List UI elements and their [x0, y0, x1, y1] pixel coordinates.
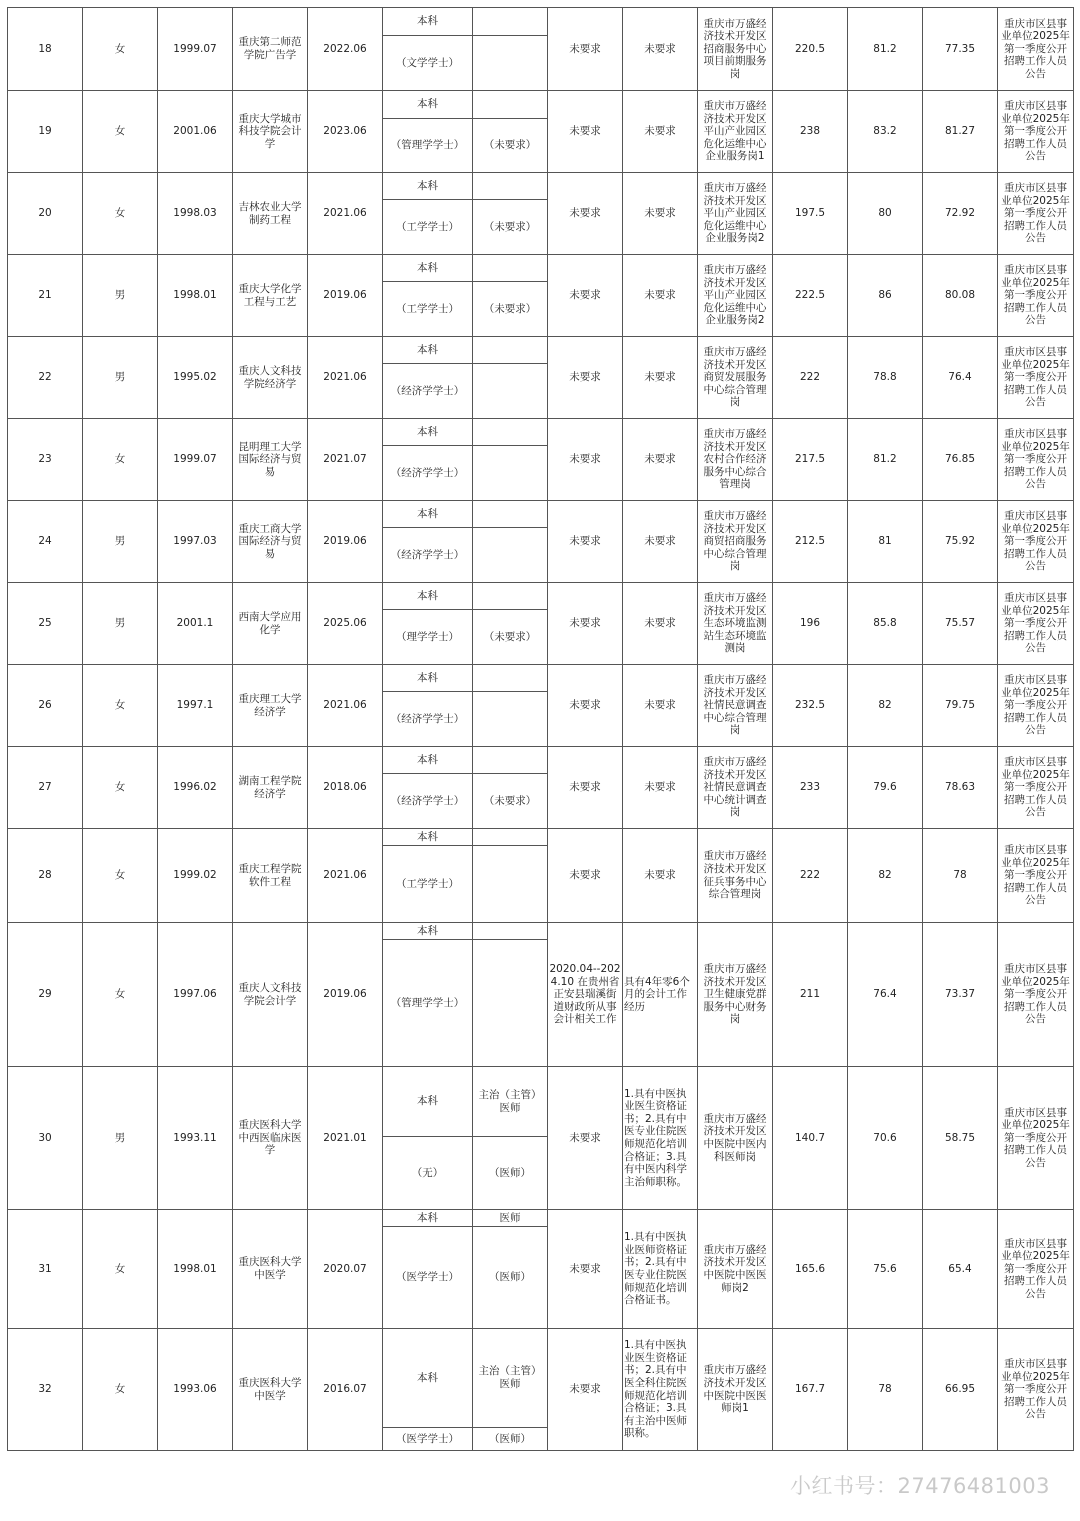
cell-gender: 女: [83, 747, 158, 829]
cell-written-score: 222: [773, 829, 848, 923]
cell-experience-requirement: 1.具有中医执业医生资格证书；2.具有中医专业住院医师规范化培训合格证；3.具有中医内科学主治师职称。: [623, 1067, 698, 1210]
cell-title-requirement: （医师）: [473, 1227, 548, 1329]
cell-gender: 男: [83, 501, 158, 583]
cell-title: [473, 8, 548, 36]
cell-interview-score: 83.2: [848, 91, 923, 173]
cell-graduation-date: 2019.06: [308, 255, 383, 337]
cell-title-requirement: （未要求）: [473, 200, 548, 255]
cell-position: 重庆市万盛经济技术开发区商贸招商服务中心综合管理岗: [698, 501, 773, 583]
cell-education: 本科: [383, 1067, 473, 1137]
cell-title: [473, 173, 548, 200]
cell-experience-requirement: 未要求: [623, 583, 698, 665]
cell-number: 18: [8, 8, 83, 91]
cell-total-score: 76.85: [923, 419, 998, 501]
cell-experience-requirement: 未要求: [623, 829, 698, 923]
cell-school-major: 重庆医科大学中医学: [233, 1210, 308, 1329]
cell-written-score: 165.6: [773, 1210, 848, 1329]
cell-birth-date: 1995.02: [158, 337, 233, 419]
cell-gender: 男: [83, 255, 158, 337]
cell-work-experience: 未要求: [548, 665, 623, 747]
cell-source: 重庆市区县事业单位2025年第一季度公开招聘工作人员公告: [998, 91, 1074, 173]
cell-degree: （经济学学士）: [383, 446, 473, 501]
cell-graduation-date: 2021.06: [308, 829, 383, 923]
cell-interview-score: 80: [848, 173, 923, 255]
cell-title-requirement: [473, 528, 548, 583]
cell-total-score: 75.57: [923, 583, 998, 665]
cell-total-score: 75.92: [923, 501, 998, 583]
cell-education: 本科: [383, 665, 473, 692]
cell-title: [473, 255, 548, 282]
cell-title: [473, 583, 548, 610]
cell-experience-requirement: 1.具有中医执业医师资格证书；2.具有中医专业住院医师规范化培训合格证书。: [623, 1210, 698, 1329]
cell-birth-date: 1998.01: [158, 1210, 233, 1329]
cell-education: 本科: [383, 419, 473, 446]
table-row: [8, 8, 1074, 36]
cell-degree: （理学学士）: [383, 610, 473, 665]
cell-title: 医师: [473, 1210, 548, 1227]
cell-position: 重庆市万盛经济技术开发区商贸发展服务中心综合管理岗: [698, 337, 773, 419]
cell-school-major: 重庆理工大学经济学: [233, 665, 308, 747]
cell-work-experience: 未要求: [548, 747, 623, 829]
cell-number: 27: [8, 747, 83, 829]
cell-graduation-date: 2021.06: [308, 173, 383, 255]
cell-title: [473, 923, 548, 940]
cell-gender: 女: [83, 91, 158, 173]
cell-title-requirement: [473, 36, 548, 91]
cell-title-requirement: （未要求）: [473, 774, 548, 829]
cell-number: 24: [8, 501, 83, 583]
cell-experience-requirement: 未要求: [623, 8, 698, 91]
cell-interview-score: 70.6: [848, 1067, 923, 1210]
cell-degree: （医学学士）: [383, 1428, 473, 1451]
cell-birth-date: 2001.1: [158, 583, 233, 665]
cell-interview-score: 86: [848, 255, 923, 337]
cell-school-major: 重庆第二师范学院广告学: [233, 8, 308, 91]
cell-written-score: 212.5: [773, 501, 848, 583]
cell-experience-requirement: 未要求: [623, 419, 698, 501]
cell-degree: （无）: [383, 1137, 473, 1210]
cell-birth-date: 1999.07: [158, 419, 233, 501]
cell-degree: （经济学学士）: [383, 692, 473, 747]
cell-title: [473, 747, 548, 774]
cell-work-experience: 未要求: [548, 1210, 623, 1329]
cell-position: 重庆市万盛经济技术开发区社情民意调查中心统计调查岗: [698, 747, 773, 829]
cell-work-experience: 未要求: [548, 1329, 623, 1451]
cell-source: 重庆市区县事业单位2025年第一季度公开招聘工作人员公告: [998, 747, 1074, 829]
cell-written-score: 167.7: [773, 1329, 848, 1451]
cell-birth-date: 1997.03: [158, 501, 233, 583]
cell-work-experience: 未要求: [548, 8, 623, 91]
cell-gender: 女: [83, 1329, 158, 1451]
cell-gender: 男: [83, 583, 158, 665]
cell-graduation-date: 2023.06: [308, 91, 383, 173]
cell-degree: （经济学学士）: [383, 364, 473, 419]
cell-graduation-date: 2021.06: [308, 665, 383, 747]
cell-total-score: 72.92: [923, 173, 998, 255]
cell-title: [473, 91, 548, 119]
cell-total-score: 78.63: [923, 747, 998, 829]
table-row: [8, 91, 1074, 119]
cell-school-major: 重庆医科大学中医学: [233, 1329, 308, 1451]
cell-experience-requirement: 1.具有中医执业医生资格证书；2.具有中医全科住院医师规范化培训合格证；3.具有主治中医师职称。: [623, 1329, 698, 1451]
cell-position: 重庆市万盛经济技术开发区卫生健康党群服务中心财务岗: [698, 923, 773, 1067]
cell-education: 本科: [383, 583, 473, 610]
cell-written-score: 196: [773, 583, 848, 665]
cell-source: 重庆市区县事业单位2025年第一季度公开招聘工作人员公告: [998, 255, 1074, 337]
cell-source: 重庆市区县事业单位2025年第一季度公开招聘工作人员公告: [998, 923, 1074, 1067]
cell-position: 重庆市万盛经济技术开发区征兵事务中心综合管理岗: [698, 829, 773, 923]
cell-work-experience: 未要求: [548, 255, 623, 337]
cell-interview-score: 79.6: [848, 747, 923, 829]
cell-graduation-date: 2021.06: [308, 337, 383, 419]
cell-number: 26: [8, 665, 83, 747]
table-row: [8, 1210, 1074, 1227]
cell-work-experience: 2020.04--2024.10 在贵州省正安县瑞溪街道财政所从事会计相关工作: [548, 923, 623, 1067]
cell-position: 重庆市万盛经济技术开发区农村合作经济服务中心综合管理岗: [698, 419, 773, 501]
cell-interview-score: 76.4: [848, 923, 923, 1067]
cell-work-experience: 未要求: [548, 501, 623, 583]
cell-degree: （文学学士）: [383, 36, 473, 91]
cell-school-major: 昆明理工大学国际经济与贸易: [233, 419, 308, 501]
cell-interview-score: 81.2: [848, 419, 923, 501]
cell-position: 重庆市万盛经济技术开发区招商服务中心项目前期服务岗: [698, 8, 773, 91]
cell-position: 重庆市万盛经济技术开发区平山产业园区危化运维中心企业服务岗2: [698, 173, 773, 255]
cell-title-requirement: （未要求）: [473, 282, 548, 337]
cell-school-major: 重庆工程学院软件工程: [233, 829, 308, 923]
cell-education: 本科: [383, 91, 473, 119]
cell-school-major: 西南大学应用化学: [233, 583, 308, 665]
cell-work-experience: 未要求: [548, 829, 623, 923]
cell-written-score: 238: [773, 91, 848, 173]
cell-education: 本科: [383, 173, 473, 200]
cell-school-major: 重庆大学化学工程与工艺: [233, 255, 308, 337]
cell-interview-score: 78.8: [848, 337, 923, 419]
cell-gender: 男: [83, 337, 158, 419]
cell-total-score: 66.95: [923, 1329, 998, 1451]
cell-gender: 女: [83, 173, 158, 255]
cell-experience-requirement: 未要求: [623, 747, 698, 829]
cell-number: 21: [8, 255, 83, 337]
cell-degree: （工学学士）: [383, 200, 473, 255]
cell-work-experience: 未要求: [548, 91, 623, 173]
table-row: [8, 583, 1074, 610]
cell-title: [473, 337, 548, 364]
watermark: 小红书号：27476481003: [790, 1474, 1050, 1498]
cell-graduation-date: 2021.07: [308, 419, 383, 501]
cell-gender: 女: [83, 419, 158, 501]
cell-experience-requirement: 未要求: [623, 255, 698, 337]
table-row: [8, 501, 1074, 528]
cell-degree: （经济学学士）: [383, 528, 473, 583]
cell-interview-score: 75.6: [848, 1210, 923, 1329]
cell-total-score: 73.37: [923, 923, 998, 1067]
cell-birth-date: 1999.02: [158, 829, 233, 923]
cell-experience-requirement: 未要求: [623, 337, 698, 419]
cell-total-score: 58.75: [923, 1067, 998, 1210]
cell-work-experience: 未要求: [548, 337, 623, 419]
cell-source: 重庆市区县事业单位2025年第一季度公开招聘工作人员公告: [998, 8, 1074, 91]
cell-number: 20: [8, 173, 83, 255]
cell-number: 32: [8, 1329, 83, 1451]
cell-gender: 女: [83, 923, 158, 1067]
cell-birth-date: 2001.06: [158, 91, 233, 173]
cell-written-score: 232.5: [773, 665, 848, 747]
cell-title: [473, 501, 548, 528]
cell-gender: 女: [83, 829, 158, 923]
cell-title-requirement: [473, 692, 548, 747]
cell-experience-requirement: 未要求: [623, 91, 698, 173]
cell-school-major: 吉林农业大学制药工程: [233, 173, 308, 255]
cell-number: 30: [8, 1067, 83, 1210]
cell-source: 重庆市区县事业单位2025年第一季度公开招聘工作人员公告: [998, 337, 1074, 419]
cell-title-requirement: [473, 364, 548, 419]
cell-source: 重庆市区县事业单位2025年第一季度公开招聘工作人员公告: [998, 1067, 1074, 1210]
cell-birth-date: 1993.11: [158, 1067, 233, 1210]
table-row: [8, 1329, 1074, 1428]
table-row: [8, 1067, 1074, 1137]
cell-interview-score: 82: [848, 829, 923, 923]
cell-source: 重庆市区县事业单位2025年第一季度公开招聘工作人员公告: [998, 419, 1074, 501]
cell-number: 28: [8, 829, 83, 923]
cell-birth-date: 1997.1: [158, 665, 233, 747]
cell-experience-requirement: 未要求: [623, 501, 698, 583]
cell-position: 重庆市万盛经济技术开发区社情民意调查中心综合管理岗: [698, 665, 773, 747]
cell-degree: （工学学士）: [383, 846, 473, 923]
cell-education: 本科: [383, 8, 473, 36]
cell-degree: （工学学士）: [383, 282, 473, 337]
cell-graduation-date: 2019.06: [308, 501, 383, 583]
cell-title: 主治（主管）医师: [473, 1067, 548, 1137]
cell-school-major: 重庆工商大学国际经济与贸易: [233, 501, 308, 583]
cell-graduation-date: 2025.06: [308, 583, 383, 665]
cell-source: 重庆市区县事业单位2025年第一季度公开招聘工作人员公告: [998, 665, 1074, 747]
table-row: [8, 337, 1074, 364]
cell-title-requirement: （医师）: [473, 1428, 548, 1451]
cell-graduation-date: 2021.01: [308, 1067, 383, 1210]
cell-source: 重庆市区县事业单位2025年第一季度公开招聘工作人员公告: [998, 1210, 1074, 1329]
cell-interview-score: 81.2: [848, 8, 923, 91]
table-row: [8, 255, 1074, 282]
cell-birth-date: 1997.06: [158, 923, 233, 1067]
table-row: [8, 419, 1074, 446]
table-row: [8, 923, 1074, 940]
cell-work-experience: 未要求: [548, 1067, 623, 1210]
cell-source: 重庆市区县事业单位2025年第一季度公开招聘工作人员公告: [998, 501, 1074, 583]
cell-gender: 女: [83, 8, 158, 91]
cell-written-score: 217.5: [773, 419, 848, 501]
cell-number: 23: [8, 419, 83, 501]
cell-source: 重庆市区县事业单位2025年第一季度公开招聘工作人员公告: [998, 829, 1074, 923]
cell-title: 主治（主管）医师: [473, 1329, 548, 1428]
cell-birth-date: 1996.02: [158, 747, 233, 829]
cell-education: 本科: [383, 829, 473, 846]
cell-school-major: 重庆医科大学中西医临床医学: [233, 1067, 308, 1210]
cell-interview-score: 81: [848, 501, 923, 583]
cell-birth-date: 1998.03: [158, 173, 233, 255]
cell-number: 22: [8, 337, 83, 419]
cell-written-score: 222: [773, 337, 848, 419]
cell-degree: （管理学学士）: [383, 940, 473, 1067]
cell-source: 重庆市区县事业单位2025年第一季度公开招聘工作人员公告: [998, 1329, 1074, 1451]
cell-interview-score: 85.8: [848, 583, 923, 665]
cell-birth-date: 1999.07: [158, 8, 233, 91]
cell-gender: 男: [83, 1067, 158, 1210]
cell-total-score: 81.27: [923, 91, 998, 173]
cell-experience-requirement: 具有4年零6个月的会计工作经历: [623, 923, 698, 1067]
cell-position: 重庆市万盛经济技术开发区中医院中医内科医师岗: [698, 1067, 773, 1210]
cell-title-requirement: [473, 446, 548, 501]
cell-title-requirement: [473, 846, 548, 923]
table-row: [8, 173, 1074, 200]
cell-written-score: 222.5: [773, 255, 848, 337]
cell-work-experience: 未要求: [548, 583, 623, 665]
cell-title: [473, 665, 548, 692]
cell-position: 重庆市万盛经济技术开发区中医院中医医师岗2: [698, 1210, 773, 1329]
cell-source: 重庆市区县事业单位2025年第一季度公开招聘工作人员公告: [998, 583, 1074, 665]
cell-graduation-date: 2019.06: [308, 923, 383, 1067]
cell-source: 重庆市区县事业单位2025年第一季度公开招聘工作人员公告: [998, 173, 1074, 255]
cell-position: 重庆市万盛经济技术开发区平山产业园区危化运维中心企业服务岗2: [698, 255, 773, 337]
cell-degree: （管理学学士）: [383, 119, 473, 173]
cell-total-score: 79.75: [923, 665, 998, 747]
cell-written-score: 140.7: [773, 1067, 848, 1210]
cell-school-major: 重庆大学城市科技学院会计学: [233, 91, 308, 173]
cell-number: 29: [8, 923, 83, 1067]
cell-experience-requirement: 未要求: [623, 173, 698, 255]
cell-interview-score: 78: [848, 1329, 923, 1451]
cell-title-requirement: [473, 940, 548, 1067]
table-row: [8, 829, 1074, 846]
cell-total-score: 77.35: [923, 8, 998, 91]
cell-work-experience: 未要求: [548, 419, 623, 501]
table-row: [8, 747, 1074, 774]
cell-school-major: 湖南工程学院经济学: [233, 747, 308, 829]
cell-position: 重庆市万盛经济技术开发区生态环境监测站生态环境监测岗: [698, 583, 773, 665]
table-row: [8, 665, 1074, 692]
cell-experience-requirement: 未要求: [623, 665, 698, 747]
cell-gender: 女: [83, 665, 158, 747]
cell-education: 本科: [383, 1329, 473, 1428]
cell-birth-date: 1993.06: [158, 1329, 233, 1451]
candidate-table: [7, 7, 1074, 1451]
cell-education: 本科: [383, 1210, 473, 1227]
cell-written-score: 233: [773, 747, 848, 829]
cell-education: 本科: [383, 923, 473, 940]
cell-school-major: 重庆人文科技学院会计学: [233, 923, 308, 1067]
cell-position: 重庆市万盛经济技术开发区中医院中医医师岗1: [698, 1329, 773, 1451]
cell-title: [473, 419, 548, 446]
cell-work-experience: 未要求: [548, 173, 623, 255]
cell-position: 重庆市万盛经济技术开发区平山产业园区危化运维中心企业服务岗1: [698, 91, 773, 173]
cell-title-requirement: （未要求）: [473, 610, 548, 665]
cell-written-score: 197.5: [773, 173, 848, 255]
cell-number: 25: [8, 583, 83, 665]
cell-total-score: 78: [923, 829, 998, 923]
cell-graduation-date: 2022.06: [308, 8, 383, 91]
cell-total-score: 76.4: [923, 337, 998, 419]
cell-gender: 女: [83, 1210, 158, 1329]
cell-title-requirement: （未要求）: [473, 119, 548, 173]
cell-title-requirement: （医师）: [473, 1137, 548, 1210]
cell-interview-score: 82: [848, 665, 923, 747]
cell-total-score: 80.08: [923, 255, 998, 337]
cell-written-score: 220.5: [773, 8, 848, 91]
cell-graduation-date: 2020.07: [308, 1210, 383, 1329]
cell-degree: （经济学学士）: [383, 774, 473, 829]
cell-degree: （医学学士）: [383, 1227, 473, 1329]
cell-education: 本科: [383, 501, 473, 528]
cell-education: 本科: [383, 747, 473, 774]
cell-graduation-date: 2018.06: [308, 747, 383, 829]
cell-education: 本科: [383, 255, 473, 282]
cell-graduation-date: 2016.07: [308, 1329, 383, 1451]
cell-number: 19: [8, 91, 83, 173]
cell-school-major: 重庆人文科技学院经济学: [233, 337, 308, 419]
cell-birth-date: 1998.01: [158, 255, 233, 337]
cell-title: [473, 829, 548, 846]
cell-education: 本科: [383, 337, 473, 364]
cell-total-score: 65.4: [923, 1210, 998, 1329]
cell-written-score: 211: [773, 923, 848, 1067]
cell-number: 31: [8, 1210, 83, 1329]
